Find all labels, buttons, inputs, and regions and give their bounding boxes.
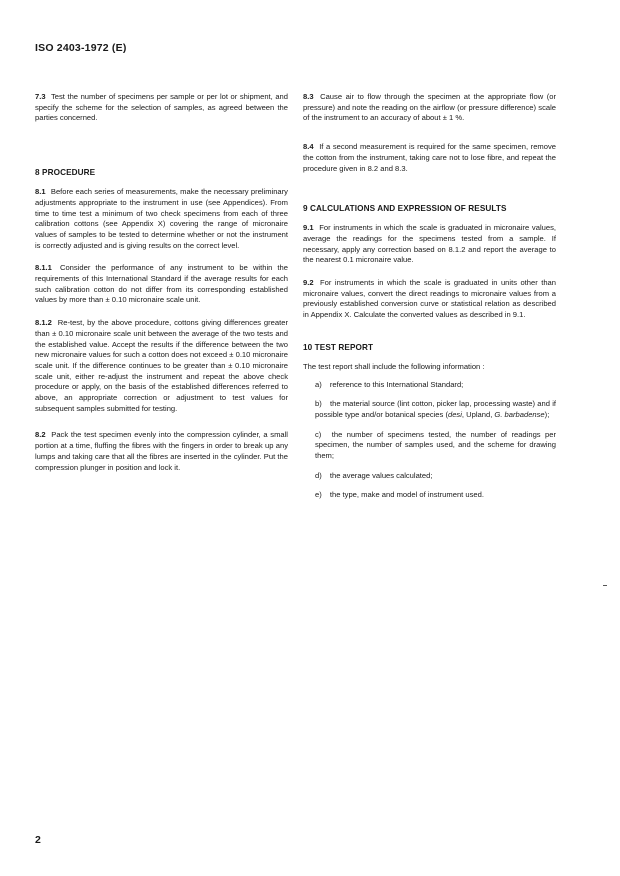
right-column — [303, 92, 556, 501]
item-text-mid: , Upland, — [461, 409, 495, 419]
clause-number: 9.1 — [303, 223, 314, 233]
clause-text: Test the number of specimens per sample or per lot or shipment, and specify the scheme for the selection of samples, as agreed between the parties concerned. — [35, 92, 288, 123]
report-item-b — [303, 399, 556, 420]
section-heading-10: 10 TEST REPORT — [303, 342, 374, 352]
clause-8-1 — [35, 187, 288, 251]
item-text-italic-desi: desi — [447, 409, 462, 419]
report-item-a — [303, 380, 556, 391]
report-item-c — [303, 430, 556, 462]
clause-number: 8.1 — [35, 187, 46, 197]
item-text: reference to this International Standard; — [329, 379, 464, 389]
section-heading-9: 9 CALCULATIONS AND EXPRESSION OF RESULTS — [303, 204, 507, 214]
clause-number: 7.3 — [35, 92, 46, 101]
item-text: the type, make and model of instrument used. — [329, 490, 484, 500]
report-item-d — [303, 471, 556, 482]
report-item-e — [303, 490, 556, 501]
clause-8-4 — [303, 142, 556, 174]
clause-number: 8.1.2 — [35, 318, 52, 328]
item-label: a) — [315, 379, 322, 389]
clause-text: For instruments in which the scale is graduated in micronaire values, average the readings for the specimens tested from a sample. If necessary, apply any correction based on 8.1.2 and report the average to the nearest 0.1 micronaire value. — [303, 223, 556, 265]
section-heading-8: 8 PROCEDURE — [35, 168, 96, 178]
page-number: 2 — [35, 834, 41, 846]
clause-9-2 — [303, 278, 556, 321]
report-intro: The test report shall include the following information : — [303, 361, 485, 371]
item-text-pre: the material source (lint cotton, picker lap, processing waste) and if possible type and/or botanical species ( — [315, 399, 556, 419]
clause-8-1-1 — [35, 263, 288, 306]
clause-7-3 — [35, 92, 288, 124]
clause-number: 9.2 — [303, 278, 314, 288]
clause-8-3 — [303, 92, 556, 124]
item-text: the average values calculated; — [329, 470, 433, 480]
clause-text: For instruments in which the scale is graduated in units other than micronaire values, convert the direct readings to micronaire values from a previously established conversion curve or statistical relation as described in Appendix X. Calculate the converted values as described in 9.1. — [303, 278, 556, 320]
item-label: e) — [315, 490, 322, 500]
clause-text: Consider the performance of any instrument to be within the requirements of this International Standard if the average results for each such calibration cotton do not differ from its corresponding established values by more than ± 0.10 micronaire scale unit. — [35, 263, 288, 305]
item-label: c) — [315, 429, 322, 439]
clause-text: Before each series of measurements, make the necessary preliminary adjustments appropriate to the instrument in use (see Appendices). From time to time test a minimum of two check specimens from each of three calibration cottons (see Appendix X) covering the range of micronaire values of samples to be tested to determine whether or not the instrument is correctly adjusted and is giving results on the correct level. — [35, 187, 288, 250]
clause-8-2 — [35, 430, 288, 473]
clause-text: If a second measurement is required for the same specimen, remove the cotton from the instrument, taking care not to lose fibre, and repeat the procedure given in 8.2 and 8.3. — [303, 142, 556, 173]
clause-8-1-2 — [35, 318, 288, 414]
item-text-post: ); — [544, 409, 550, 419]
clause-text: Re-test, by the above procedure, cottons giving differences greater than ± 0.10 micronaire scale unit between the average of the two tests and the established value. Accept the results if the difference between the two new micronaire values for such a cotton does not exceed ± 0.10 micronaire scale unit. If the difference continues to be greater than ± 0.10 micronaire scale unit, either re-adjust the instrument and repeat the above check procedure or apply, on the basis of the established differences referred to above, an appropriate correction or adjustment to test values for subsequent samples submitted for testing. — [35, 318, 288, 413]
clause-text: Cause air to flow through the specimen at the appropriate flow (or pressure) and note the reading on the airflow (or pressure difference) scale of the instrument to an accuracy of about ± 1 %. — [303, 92, 556, 123]
item-text-italic-species: G. barbadense — [494, 409, 545, 419]
left-column — [35, 92, 288, 473]
item-text: the number of specimens tested, the number of readings per specimen, the number of samples used, and the scheme for drawing them; — [315, 429, 556, 461]
document-code: ISO 2403-1972 (E) — [35, 42, 127, 54]
clause-number: 8.4 — [303, 142, 314, 152]
item-label: b) — [315, 399, 322, 409]
item-label: d) — [315, 470, 322, 480]
clause-text: Pack the test specimen evenly into the compression cylinder, a small portion at a time, fluffing the fibres with the fingers in order to break up any lumps and taking care that all the fibres are inserted in the cylinder. Put the compression plunger in position and lock it. — [35, 430, 288, 472]
clause-number: 8.2 — [35, 430, 46, 440]
clause-number: 8.1.1 — [35, 263, 52, 273]
clause-number: 8.3 — [303, 92, 314, 101]
clause-9-1 — [303, 223, 556, 266]
scan-artifact — [603, 585, 607, 586]
